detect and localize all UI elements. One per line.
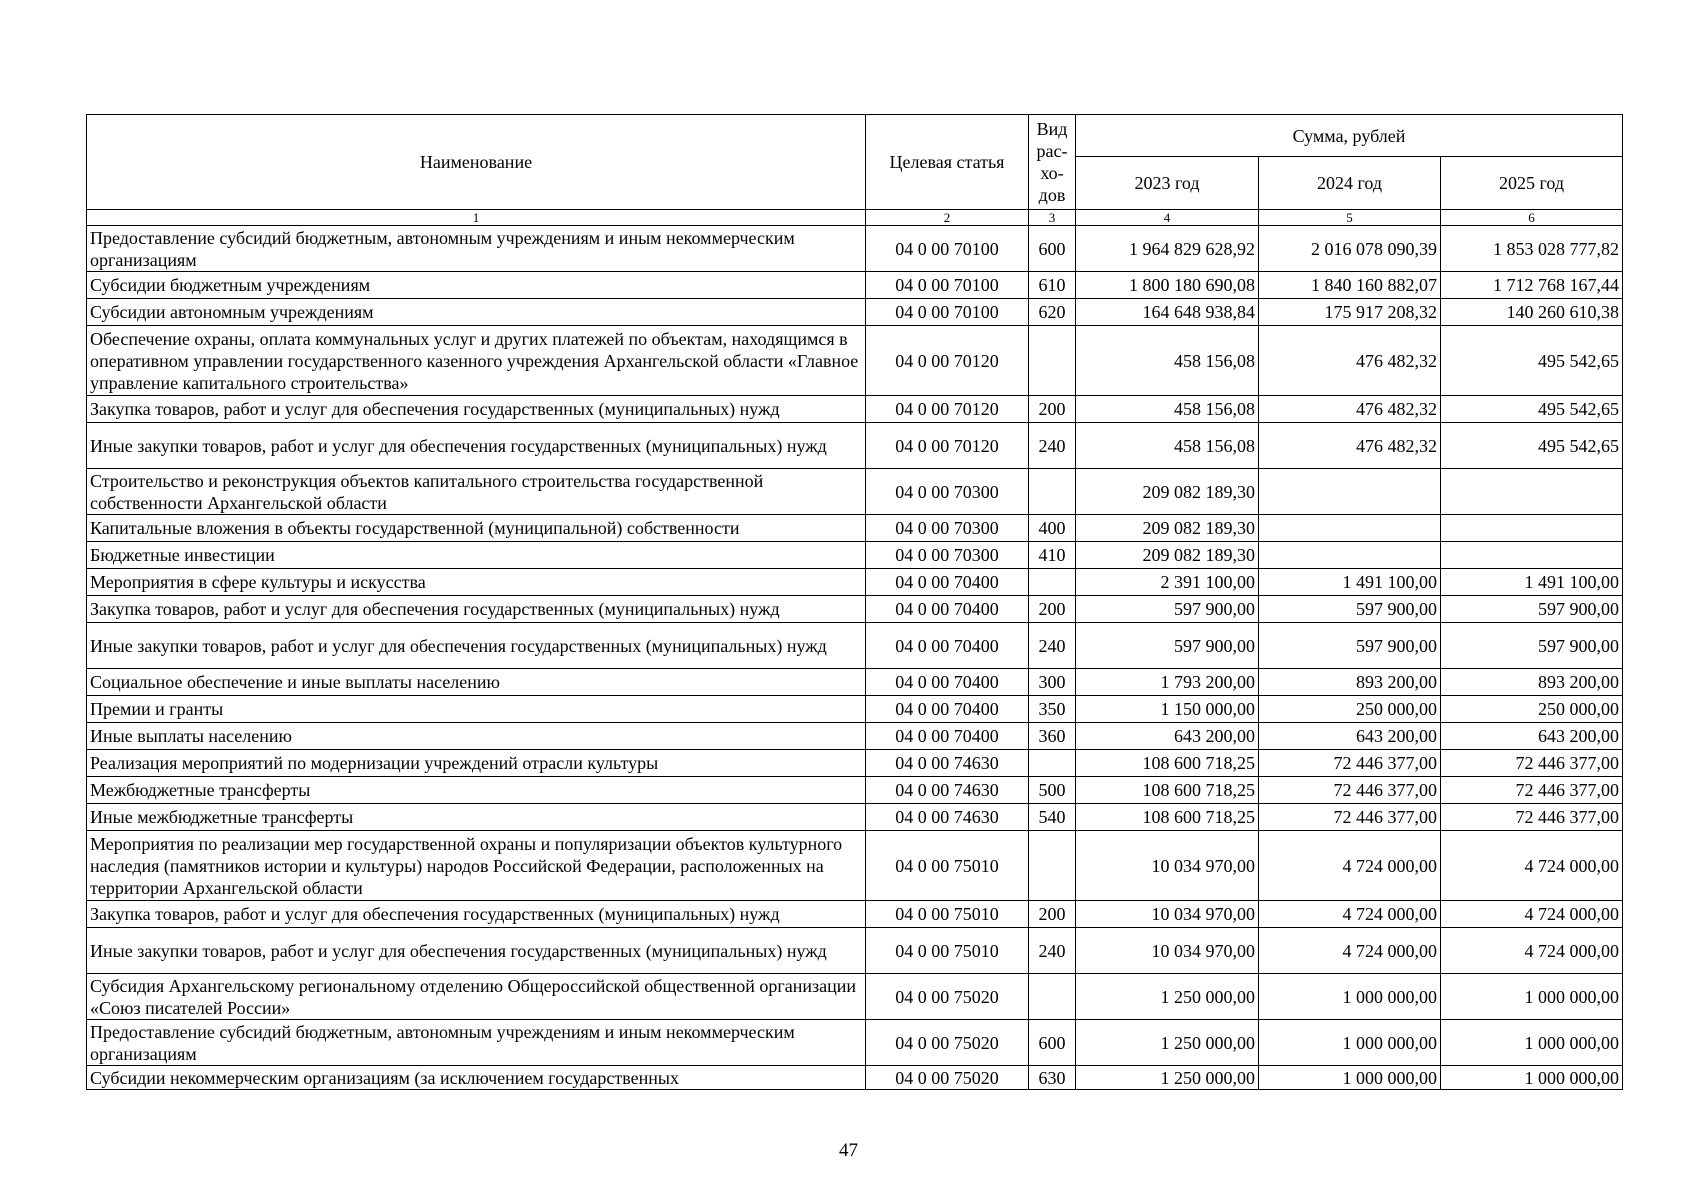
row-expense-type: 500: [1029, 777, 1076, 804]
row-target-article: 04 0 00 74630: [866, 777, 1029, 804]
row-amount-2023: 1 793 200,00: [1076, 669, 1259, 696]
row-target-article: 04 0 00 70400: [866, 723, 1029, 750]
row-expense-type: 200: [1029, 596, 1076, 623]
row-amount-2023: 209 082 189,30: [1076, 542, 1259, 569]
table-row: [87, 804, 1623, 831]
row-amount-2023: 108 600 718,25: [1076, 777, 1259, 804]
row-expense-type: [1029, 831, 1076, 901]
row-amount-2025: 72 446 377,00: [1441, 750, 1623, 777]
row-target-article: 04 0 00 70400: [866, 696, 1029, 723]
row-name: Иные закупки товаров, работ и услуг для обеспечения государственных (муниципальных) нужд: [87, 928, 866, 974]
row-expense-type: 610: [1029, 272, 1076, 299]
row-target-article: 04 0 00 75020: [866, 1020, 1029, 1066]
row-amount-2023: 10 034 970,00: [1076, 928, 1259, 974]
row-amount-2024: 1 000 000,00: [1259, 1066, 1441, 1090]
row-target-article: 04 0 00 75020: [866, 974, 1029, 1020]
row-expense-type: 240: [1029, 423, 1076, 469]
row-name: Межбюджетные трансферты: [87, 777, 866, 804]
row-amount-2025: 1 853 028 777,82: [1441, 226, 1623, 272]
row-name: Иные закупки товаров, работ и услуг для обеспечения государственных (муниципальных) нужд: [87, 423, 866, 469]
row-target-article: 04 0 00 74630: [866, 750, 1029, 777]
row-amount-2023: 458 156,08: [1076, 326, 1259, 396]
table-row: [87, 542, 1623, 569]
row-target-article: 04 0 00 70100: [866, 226, 1029, 272]
row-amount-2025: 4 724 000,00: [1441, 831, 1623, 901]
table-row: [87, 696, 1623, 723]
row-target-article: 04 0 00 70400: [866, 623, 1029, 669]
row-amount-2025: 1 712 768 167,44: [1441, 272, 1623, 299]
row-amount-2025: 495 542,65: [1441, 326, 1623, 396]
row-name: Закупка товаров, работ и услуг для обеспечения государственных (муниципальных) нужд: [87, 901, 866, 928]
row-name: Субсидии некоммерческим организациям (за исключением государственных: [87, 1066, 866, 1090]
row-amount-2024: 597 900,00: [1259, 623, 1441, 669]
row-name: Реализация мероприятий по модернизации учреждений отрасли культуры: [87, 750, 866, 777]
row-expense-type: [1029, 974, 1076, 1020]
column-number: 6: [1441, 210, 1623, 226]
row-target-article: 04 0 00 75010: [866, 928, 1029, 974]
row-amount-2024: 72 446 377,00: [1259, 777, 1441, 804]
row-amount-2024: 1 840 160 882,07: [1259, 272, 1441, 299]
row-amount-2023: 458 156,08: [1076, 396, 1259, 423]
row-expense-type: 200: [1029, 396, 1076, 423]
row-amount-2025: 1 000 000,00: [1441, 974, 1623, 1020]
row-amount-2023: 1 150 000,00: [1076, 696, 1259, 723]
row-expense-type: [1029, 469, 1076, 515]
row-name: Бюджетные инвестиции: [87, 542, 866, 569]
row-name: Субсидии автономным учреждениям: [87, 299, 866, 326]
table-row: [87, 928, 1623, 974]
row-target-article: 04 0 00 75020: [866, 1066, 1029, 1090]
header-expense-type: Вид рас-хо-дов: [1029, 115, 1076, 210]
row-amount-2023: 1 964 829 628,92: [1076, 226, 1259, 272]
row-name: Закупка товаров, работ и услуг для обеспечения государственных (муниципальных) нужд: [87, 396, 866, 423]
row-amount-2024: 597 900,00: [1259, 596, 1441, 623]
row-amount-2023: 164 648 938,84: [1076, 299, 1259, 326]
row-amount-2023: 1 250 000,00: [1076, 1066, 1259, 1090]
header-sum: Сумма, рублей: [1076, 115, 1623, 157]
row-amount-2023: 108 600 718,25: [1076, 804, 1259, 831]
row-name: Обеспечение охраны, оплата коммунальных услуг и других платежей по объектам, находящимся в оперативном управлении государственного казенного учреждения Архангельской области «Главное управление капитального строительства»: [87, 326, 866, 396]
table-row: [87, 901, 1623, 928]
row-target-article: 04 0 00 74630: [866, 804, 1029, 831]
row-amount-2024: 175 917 208,32: [1259, 299, 1441, 326]
column-number: 5: [1259, 210, 1441, 226]
row-expense-type: 600: [1029, 1020, 1076, 1066]
row-amount-2023: 10 034 970,00: [1076, 901, 1259, 928]
row-amount-2024: [1259, 515, 1441, 542]
row-expense-type: 360: [1029, 723, 1076, 750]
row-target-article: 04 0 00 70400: [866, 669, 1029, 696]
row-expense-type: 400: [1029, 515, 1076, 542]
row-amount-2025: 250 000,00: [1441, 696, 1623, 723]
row-amount-2025: [1441, 469, 1623, 515]
row-amount-2024: [1259, 542, 1441, 569]
row-name: Мероприятия в сфере культуры и искусства: [87, 569, 866, 596]
row-amount-2025: [1441, 515, 1623, 542]
column-number-row: [87, 210, 1623, 226]
row-amount-2024: 893 200,00: [1259, 669, 1441, 696]
row-name: Иные закупки товаров, работ и услуг для обеспечения государственных (муниципальных) нужд: [87, 623, 866, 669]
column-number: 3: [1029, 210, 1076, 226]
row-expense-type: 540: [1029, 804, 1076, 831]
table-row: [87, 974, 1623, 1020]
table-row: [87, 299, 1623, 326]
row-name: Предоставление субсидий бюджетным, автономным учреждениям и иным некоммерческим организациям: [87, 226, 866, 272]
row-amount-2023: 643 200,00: [1076, 723, 1259, 750]
row-amount-2023: 597 900,00: [1076, 596, 1259, 623]
table-row: [87, 831, 1623, 901]
row-expense-type: 410: [1029, 542, 1076, 569]
row-amount-2023: 458 156,08: [1076, 423, 1259, 469]
row-expense-type: 200: [1029, 901, 1076, 928]
row-target-article: 04 0 00 70100: [866, 299, 1029, 326]
page-number: 47: [839, 1140, 858, 1161]
table-row: [87, 1020, 1623, 1066]
row-amount-2023: 2 391 100,00: [1076, 569, 1259, 596]
row-name: Субсидии бюджетным учреждениям: [87, 272, 866, 299]
row-amount-2025: 495 542,65: [1441, 423, 1623, 469]
row-expense-type: 630: [1029, 1066, 1076, 1090]
table-row: [87, 326, 1623, 396]
row-amount-2024: 476 482,32: [1259, 326, 1441, 396]
row-amount-2025: 4 724 000,00: [1441, 901, 1623, 928]
row-amount-2025: 597 900,00: [1441, 623, 1623, 669]
table-row: [87, 623, 1623, 669]
row-amount-2025: 495 542,65: [1441, 396, 1623, 423]
header-year-2023: 2023 год: [1076, 157, 1259, 210]
row-amount-2023: 1 250 000,00: [1076, 1020, 1259, 1066]
column-number: 1: [87, 210, 866, 226]
table-row: [87, 396, 1623, 423]
row-expense-type: 300: [1029, 669, 1076, 696]
table-row: [87, 596, 1623, 623]
row-expense-type: 620: [1029, 299, 1076, 326]
row-amount-2025: 1 000 000,00: [1441, 1020, 1623, 1066]
row-target-article: 04 0 00 75010: [866, 831, 1029, 901]
row-amount-2025: 597 900,00: [1441, 596, 1623, 623]
header-year-2025: 2025 год: [1441, 157, 1623, 210]
row-target-article: 04 0 00 70400: [866, 596, 1029, 623]
row-amount-2023: 1 800 180 690,08: [1076, 272, 1259, 299]
row-amount-2024: 1 000 000,00: [1259, 1020, 1441, 1066]
row-amount-2025: [1441, 542, 1623, 569]
row-amount-2024: 476 482,32: [1259, 396, 1441, 423]
row-expense-type: 240: [1029, 623, 1076, 669]
row-target-article: 04 0 00 70400: [866, 569, 1029, 596]
row-amount-2024: 72 446 377,00: [1259, 750, 1441, 777]
table-row: [87, 272, 1623, 299]
table-row: [87, 777, 1623, 804]
row-target-article: 04 0 00 75010: [866, 901, 1029, 928]
table-row: [87, 723, 1623, 750]
column-number: 2: [866, 210, 1029, 226]
row-target-article: 04 0 00 70300: [866, 542, 1029, 569]
row-expense-type: 240: [1029, 928, 1076, 974]
row-name: Иные выплаты населению: [87, 723, 866, 750]
row-amount-2023: 209 082 189,30: [1076, 515, 1259, 542]
row-amount-2024: 643 200,00: [1259, 723, 1441, 750]
row-name: Предоставление субсидий бюджетным, автономным учреждениям и иным некоммерческим организациям: [87, 1020, 866, 1066]
row-target-article: 04 0 00 70300: [866, 469, 1029, 515]
table-row: [87, 1066, 1623, 1090]
row-name: Строительство и реконструкция объектов капитального строительства государственной собственности Архангельской области: [87, 469, 866, 515]
row-amount-2023: 1 250 000,00: [1076, 974, 1259, 1020]
row-amount-2024: 2 016 078 090,39: [1259, 226, 1441, 272]
header-target-article: Целевая статья: [866, 115, 1029, 210]
row-name: Закупка товаров, работ и услуг для обеспечения государственных (муниципальных) нужд: [87, 596, 866, 623]
row-amount-2024: [1259, 469, 1441, 515]
row-expense-type: [1029, 569, 1076, 596]
row-amount-2025: 72 446 377,00: [1441, 804, 1623, 831]
table-row: [87, 569, 1623, 596]
row-amount-2024: 72 446 377,00: [1259, 804, 1441, 831]
budget-table: [86, 114, 1623, 1090]
row-amount-2025: 4 724 000,00: [1441, 928, 1623, 974]
table-row: [87, 469, 1623, 515]
row-expense-type: 350: [1029, 696, 1076, 723]
row-amount-2023: 10 034 970,00: [1076, 831, 1259, 901]
row-target-article: 04 0 00 70120: [866, 326, 1029, 396]
row-amount-2023: 108 600 718,25: [1076, 750, 1259, 777]
row-amount-2025: 1 000 000,00: [1441, 1066, 1623, 1090]
row-name: Иные межбюджетные трансферты: [87, 804, 866, 831]
row-amount-2024: 476 482,32: [1259, 423, 1441, 469]
row-name: Премии и гранты: [87, 696, 866, 723]
row-amount-2023: 209 082 189,30: [1076, 469, 1259, 515]
table-row: [87, 669, 1623, 696]
row-amount-2025: 893 200,00: [1441, 669, 1623, 696]
column-number: 4: [1076, 210, 1259, 226]
row-amount-2024: 1 000 000,00: [1259, 974, 1441, 1020]
row-amount-2024: 1 491 100,00: [1259, 569, 1441, 596]
row-target-article: 04 0 00 70100: [866, 272, 1029, 299]
table-row: [87, 423, 1623, 469]
header-year-2024: 2024 год: [1259, 157, 1441, 210]
row-amount-2025: 140 260 610,38: [1441, 299, 1623, 326]
row-amount-2025: 72 446 377,00: [1441, 777, 1623, 804]
row-name: Мероприятия по реализации мер государственной охраны и популяризации объектов культурного наследия (памятников истории и культуры) народов Российской Федерации, расположенных на территории Архангельской области: [87, 831, 866, 901]
row-amount-2024: 250 000,00: [1259, 696, 1441, 723]
row-amount-2024: 4 724 000,00: [1259, 901, 1441, 928]
row-expense-type: [1029, 750, 1076, 777]
row-name: Социальное обеспечение и иные выплаты населению: [87, 669, 866, 696]
row-amount-2025: 643 200,00: [1441, 723, 1623, 750]
header-name: Наименование: [87, 115, 866, 210]
table-row: [87, 750, 1623, 777]
row-name: Субсидия Архангельскому региональному отделению Общероссийской общественной организации «Союз писателей России»: [87, 974, 866, 1020]
row-target-article: 04 0 00 70120: [866, 396, 1029, 423]
row-expense-type: [1029, 326, 1076, 396]
row-amount-2025: 1 491 100,00: [1441, 569, 1623, 596]
table-row: [87, 226, 1623, 272]
row-target-article: 04 0 00 70120: [866, 423, 1029, 469]
row-amount-2024: 4 724 000,00: [1259, 928, 1441, 974]
row-target-article: 04 0 00 70300: [866, 515, 1029, 542]
table-row: [87, 515, 1623, 542]
row-name: Капитальные вложения в объекты государственной (муниципальной) собственности: [87, 515, 866, 542]
row-expense-type: 600: [1029, 226, 1076, 272]
row-amount-2023: 597 900,00: [1076, 623, 1259, 669]
table-body: [87, 226, 1623, 1090]
row-amount-2024: 4 724 000,00: [1259, 831, 1441, 901]
